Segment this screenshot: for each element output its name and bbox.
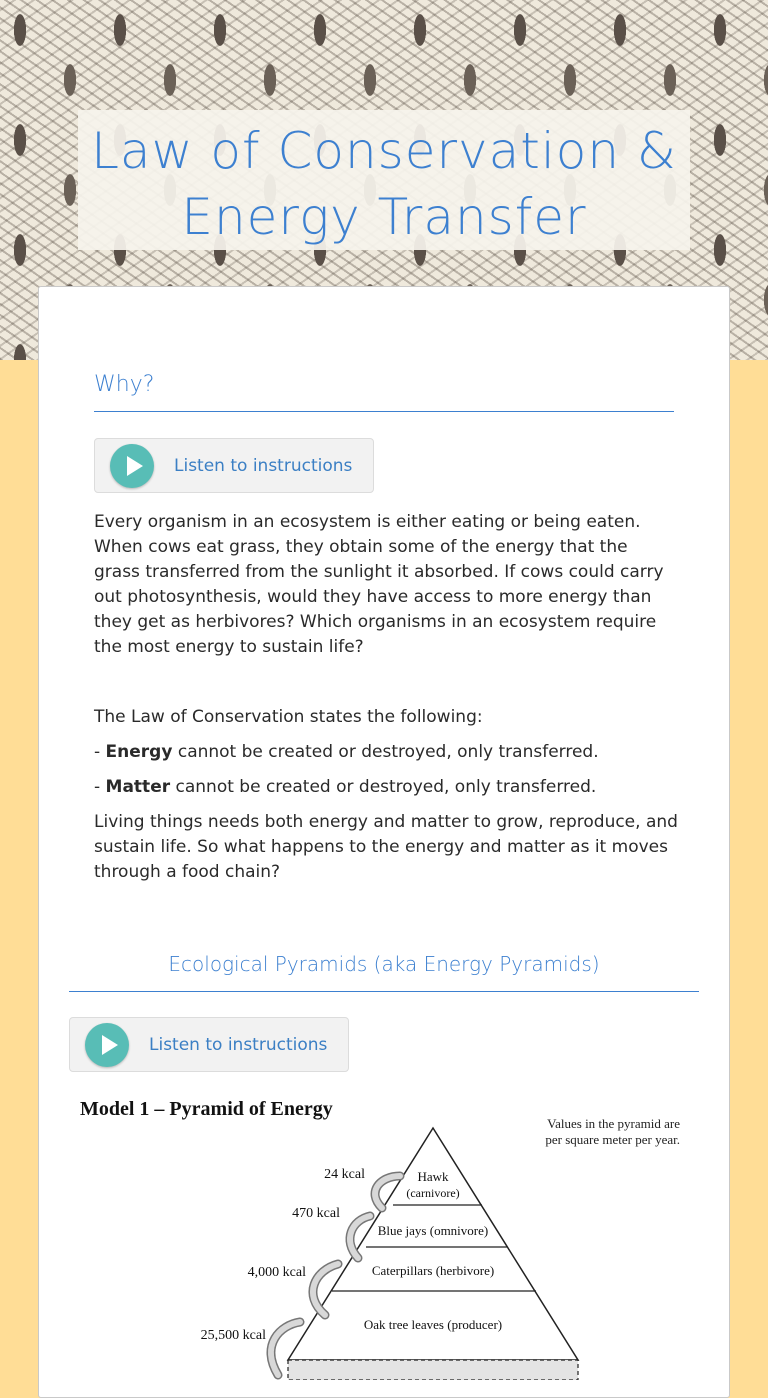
bullet-energy-text: cannot be created or destroyed, only transferred. <box>172 742 599 762</box>
closing-paragraph <box>94 810 678 885</box>
listen-button[interactable] <box>69 1017 349 1072</box>
section-rule <box>69 991 699 992</box>
model-note-line1: Values in the pyramid are <box>547 1116 680 1131</box>
listen-label: Listen to instructions <box>149 1035 328 1055</box>
bullet-matter-bold: Matter <box>105 777 171 797</box>
bullet-energy <box>94 740 678 765</box>
section-rule <box>94 411 674 412</box>
level-oak-name: Oak tree leaves (producer) <box>363 1317 503 1332</box>
law-intro <box>94 705 678 730</box>
closing-text: Living things needs both energy and matter to grow, reproduce, and sustain life. So what happens to the energy and matter as it moves through a food chain? <box>94 812 678 882</box>
title-line-1: Law of Conservation & <box>91 122 677 180</box>
intro-paragraph <box>94 510 678 660</box>
bullet-matter <box>94 775 678 800</box>
kcal-oak: 25,500 kcal <box>200 1328 266 1343</box>
listen-label: Listen to instructions <box>174 456 353 476</box>
section-heading-pyramids: Ecological Pyramids (aka Energy Pyramids) <box>168 952 600 976</box>
bullet-prefix: - <box>94 742 106 762</box>
title-box <box>78 110 690 250</box>
kcal-hawk: 24 kcal <box>324 1167 365 1182</box>
section-heading-why: Why? <box>94 372 155 397</box>
bullet-matter-text: cannot be created or destroyed, only transferred. <box>170 777 597 797</box>
level-hawk-name: Hawk <box>417 1169 449 1184</box>
level-hawk-role: (carnivore) <box>406 1186 460 1200</box>
model-title: Model 1 – Pyramid of Energy <box>80 1098 333 1120</box>
intro-text: Every organism in an ecosystem is either eating or being eaten. When cows eat grass, they obtain some of the energy that the grass transferred from the sunlight it absorbed. If cows could carry out photosynthesis, would they have access to more energy than they get as herbivores? Which organisms in an ecosystem require the most energy to sustain life? <box>94 512 664 657</box>
bullet-prefix: - <box>94 777 106 797</box>
pyramid-figure <box>70 1090 690 1380</box>
kcal-caterpillars: 4,000 kcal <box>247 1265 306 1280</box>
bullet-energy-bold: Energy <box>105 742 173 762</box>
title-line-2: Energy Transfer <box>181 188 587 246</box>
level-caterpillars-name: Caterpillars (herbivore) <box>371 1263 495 1278</box>
model-note-line2: per square meter per year. <box>545 1132 680 1147</box>
play-icon[interactable] <box>110 444 154 488</box>
kcal-bluejays: 470 kcal <box>292 1206 340 1221</box>
page-title <box>78 110 690 250</box>
play-icon[interactable] <box>85 1023 129 1067</box>
listen-button[interactable] <box>94 438 374 493</box>
level-bluejays-name: Blue jays (omnivore) <box>377 1223 489 1238</box>
law-intro-text: The Law of Conservation states the following: <box>94 707 483 727</box>
pyramid-base <box>288 1360 578 1380</box>
